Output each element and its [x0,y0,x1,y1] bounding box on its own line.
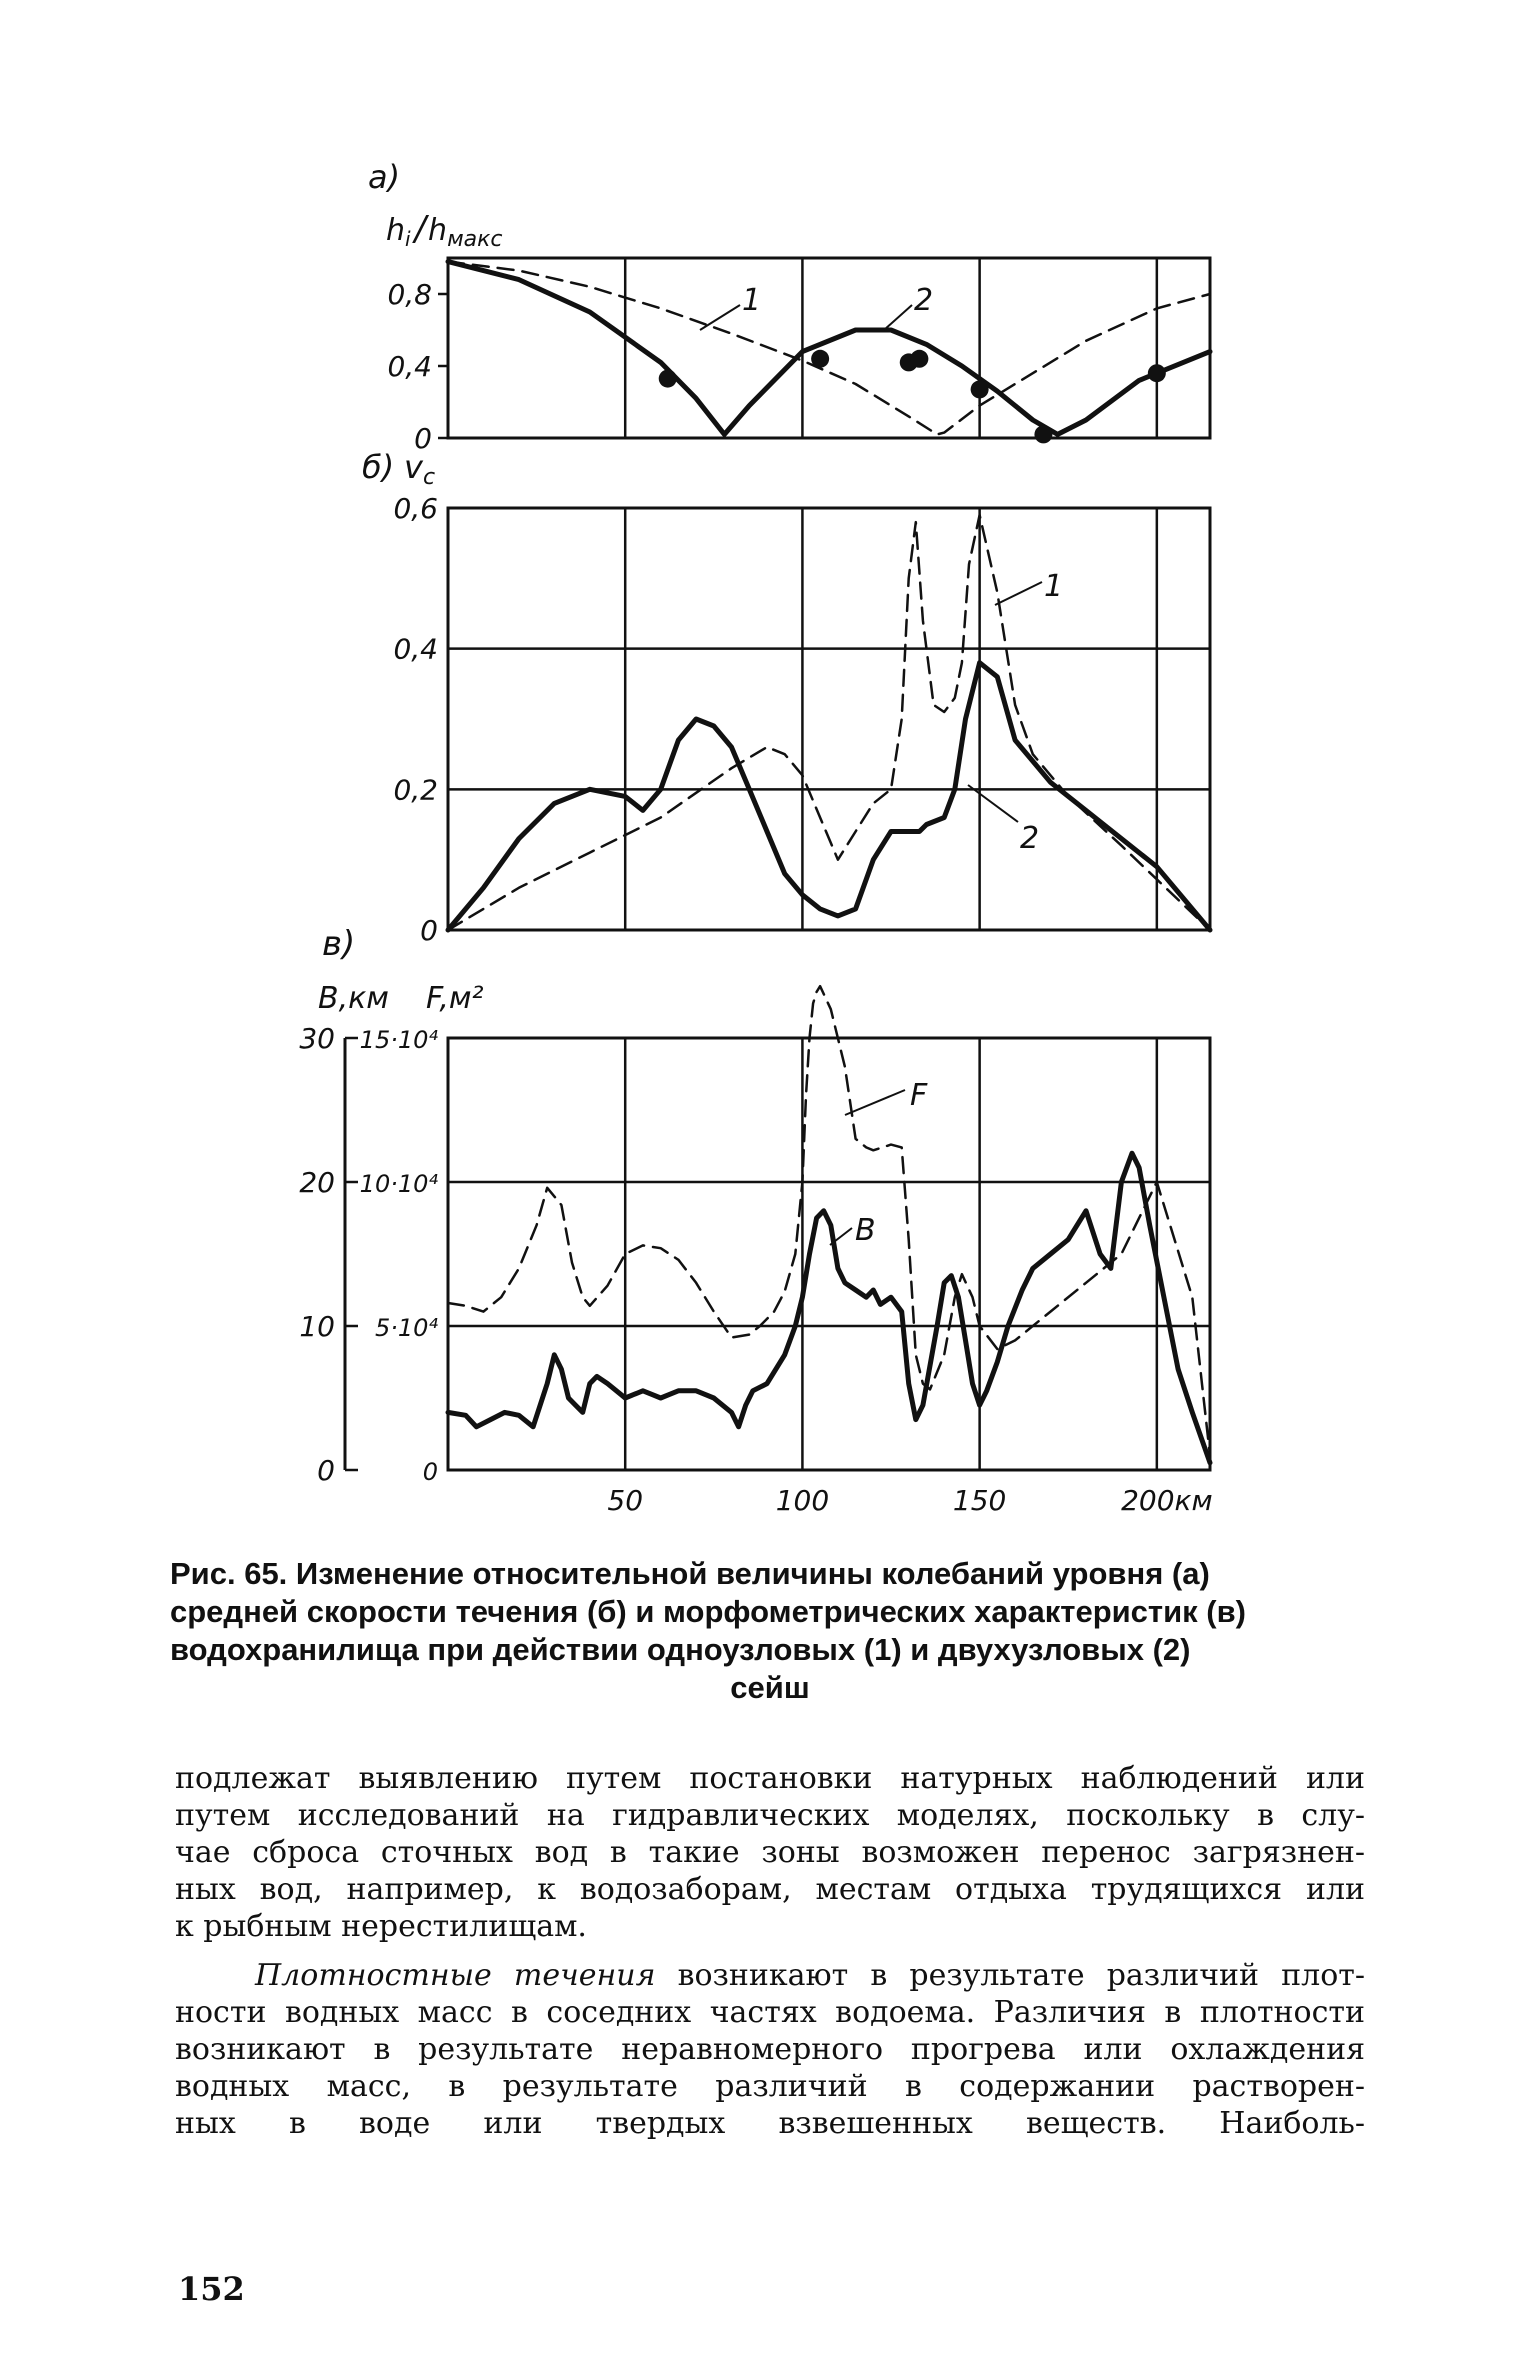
text-line: к рыбным нерестилищам. [175,1909,587,1944]
text-line: путем исследований на гидравлических моделях, поскольку в слу- [175,1798,1365,1833]
panel-a-series [448,262,1210,444]
paragraph-2 [175,1957,1365,2142]
y-tick-label-B: 30 [299,1022,335,1055]
panel-b-annotation-1: 1 [1044,569,1064,604]
y-tick-label: 0,6 [393,492,438,525]
panel-b [362,448,1210,947]
panel-c-right-axis-label: F,м² [426,981,484,1016]
panel-b-series [448,515,1210,930]
y-tick-label: 0,2 [393,773,438,807]
caption-line: средней скорости течения (б) и морфометрических характеристик (в) [170,1594,1246,1629]
y-tick-label-F: 0 [422,1458,438,1486]
caption-line: Рис. 65. Изменение относительной величины колебаний уровня (а) [170,1556,1210,1591]
panel-c [299,924,1212,1517]
body-text [175,1760,1365,2142]
text-line: подлежат выявлению путем постановки натурных наблюдений или [175,1761,1365,1796]
panel-c-y-ticks [299,1022,438,1487]
panel-c-series-B [448,1153,1210,1463]
paragraph-1 [175,1760,1365,1945]
text-line: чае сброса сточных вод в такие зоны возможен перенос загрязнен- [175,1835,1365,1870]
panel-b-label: б) [362,448,395,486]
panel-a-ylabel: $h_i$ $/h_{макс}$ [386,209,503,252]
panel-a [368,158,1210,455]
panel-c-annotation-F: F [910,1078,928,1113]
term-density-currents: Плотностные течения [255,1958,656,1993]
figure-caption [170,1555,1370,1707]
caption-line: сейш [730,1670,810,1705]
y-tick-label: 0,4 [387,350,432,383]
x-tick-label: 100 [775,1484,830,1517]
panel-a-observed-point [1034,425,1052,443]
panel-b-series-1 [448,515,1210,930]
panel-a-series-2 [448,262,1210,435]
text-line [175,1957,1365,1994]
panel-a-observed-point [659,370,677,388]
panel-c-grid [448,1038,1210,1470]
text-line: возникают в результате неравномерного прогрева или охлаждения [175,2032,1365,2067]
panel-c-series [448,986,1210,1463]
panel-b-ylabel: vc [404,448,436,490]
panel-a-annotation-1: 1 [742,283,762,318]
page-number: 152 [178,2270,245,2308]
panel-a-observed-point [1148,364,1166,382]
x-tick-label: 200км [1121,1484,1213,1517]
y-tick-label-B: 0 [317,1454,335,1487]
y-tick-label: 0,8 [387,278,432,311]
panel-a-series-1 [448,262,1210,435]
panel-b-series-2 [448,663,1210,930]
text-line: ных в воде или твердых взвешенных веществ. Наиболь- [175,2106,1365,2141]
y-tick-label-F: 15·10⁴ [359,1026,438,1054]
text-fragment: возникают в результате различий плот- [655,1958,1365,1993]
panel-c-x-ticks [607,1484,1212,1517]
panel-c-annotation-B: B [855,1213,876,1248]
panel-b-y-ticks [393,492,438,947]
y-tick-label: 0 [420,914,438,947]
panel-a-annotation-2: 2 [914,283,934,318]
y-tick-label-B: 10 [299,1310,335,1343]
panel-c-left-axis-label: B,км [318,981,389,1016]
y-tick-label: 0,4 [393,632,438,666]
text-line: ных вод, например, к водозаборам, местам отдыха трудящихся или [175,1872,1365,1907]
panel-a-observed-point [910,350,928,368]
text-line: ности водных масс в соседних частях водоема. Различия в плотности [175,1995,1365,2030]
panel-a-label: а) [368,158,401,196]
panel-c-frame [448,1038,1210,1470]
y-tick-label-F: 10·10⁴ [359,1170,438,1198]
panel-b-annotation-2: 2 [1020,821,1040,856]
y-tick-label-B: 20 [299,1166,335,1199]
panel-a-observed-point [971,380,989,398]
y-tick-label: 0 [414,422,432,455]
caption-line: водохранилища при действии одноузловых (1) и двухузловых (2) [170,1632,1191,1667]
text-line: водных масс, в результате различий в содержании растворен- [175,2069,1365,2104]
x-tick-label: 150 [952,1484,1007,1517]
panel-a-observed-point [811,350,829,368]
panel-c-label: в) [322,924,356,964]
panel-a-y-ticks [387,278,448,455]
y-tick-label-F: 5·10⁴ [374,1314,438,1342]
x-tick-label: 50 [607,1484,644,1517]
